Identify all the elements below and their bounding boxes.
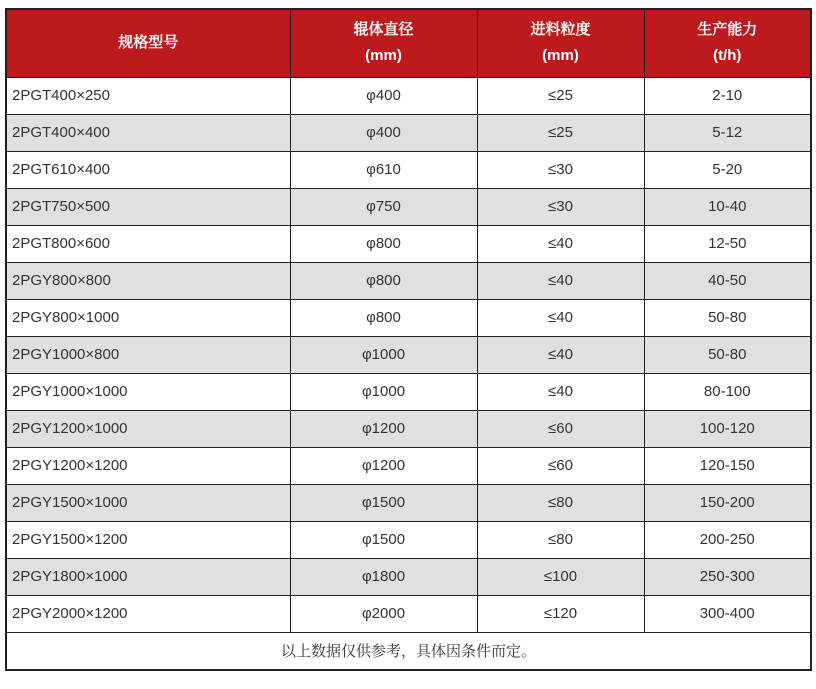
capacity-cell: 10-40 [644,188,811,225]
roller-diameter-cell: φ1200 [290,447,477,484]
feed-size-cell: ≤40 [477,225,644,262]
table-row [6,77,811,114]
capacity-cell: 50-80 [644,299,811,336]
capacity-cell: 5-20 [644,151,811,188]
table-row [6,151,811,188]
capacity-cell: 150-200 [644,484,811,521]
feed-size-cell: ≤80 [477,484,644,521]
model-cell: 2PGY1500×1000 [6,484,290,521]
roller-diameter-cell: φ1500 [290,484,477,521]
roller-diameter-cell: φ1800 [290,558,477,595]
model-cell: 2PGY800×1000 [6,299,290,336]
table-row [6,484,811,521]
model-cell: 2PGY1500×1200 [6,521,290,558]
feed-size-cell: ≤30 [477,151,644,188]
table-footer [6,632,811,670]
table-row [6,447,811,484]
capacity-cell: 12-50 [644,225,811,262]
feed-size-cell: ≤60 [477,410,644,447]
column-header-label: 生产能力 [697,21,758,39]
model-cell: 2PGY1000×1000 [6,373,290,410]
capacity-cell: 200-250 [644,521,811,558]
feed-size-cell: ≤40 [477,336,644,373]
feed-size-cell: ≤30 [477,188,644,225]
table-header [6,9,811,77]
column-header-label: 辊体直径 [353,21,414,39]
roller-diameter-cell: φ800 [290,262,477,299]
column-header-unit: (t/h) [713,47,742,65]
roller-diameter-cell: φ750 [290,188,477,225]
roller-diameter-cell: φ400 [290,114,477,151]
table-row [6,114,811,151]
feed-size-cell: ≤40 [477,262,644,299]
roller-diameter-cell: φ800 [290,299,477,336]
column-header-capacity [644,9,811,77]
model-cell: 2PGY800×800 [6,262,290,299]
capacity-cell: 250-300 [644,558,811,595]
roller-diameter-cell: φ610 [290,151,477,188]
table-row [6,188,811,225]
roller-diameter-cell: φ800 [290,225,477,262]
capacity-cell: 2-10 [644,77,811,114]
specification-table [5,8,812,671]
model-cell: 2PGY1200×1200 [6,447,290,484]
column-header-label: 进料粒度 [530,21,591,39]
table-row [6,336,811,373]
column-header-feed-size [477,9,644,77]
roller-diameter-cell: φ1000 [290,336,477,373]
model-cell: 2PGT610×400 [6,151,290,188]
feed-size-cell: ≤40 [477,373,644,410]
roller-diameter-cell: φ1500 [290,521,477,558]
capacity-cell: 300-400 [644,595,811,632]
model-cell: 2PGT800×600 [6,225,290,262]
feed-size-cell: ≤60 [477,447,644,484]
model-cell: 2PGT400×400 [6,114,290,151]
capacity-cell: 80-100 [644,373,811,410]
table-row [6,225,811,262]
model-cell: 2PGY1200×1000 [6,410,290,447]
column-header-roller-diameter [290,9,477,77]
table-row [6,521,811,558]
footer-row [6,632,811,670]
model-cell: 2PGT400×250 [6,77,290,114]
table-row [6,373,811,410]
roller-diameter-cell: φ2000 [290,595,477,632]
capacity-cell: 50-80 [644,336,811,373]
feed-size-cell: ≤80 [477,521,644,558]
column-header-unit: (mm) [365,47,402,65]
roller-diameter-cell: φ1200 [290,410,477,447]
capacity-cell: 100-120 [644,410,811,447]
feed-size-cell: ≤25 [477,77,644,114]
table-body [6,77,811,632]
feed-size-cell: ≤25 [477,114,644,151]
model-cell: 2PGT750×500 [6,188,290,225]
capacity-cell: 5-12 [644,114,811,151]
capacity-cell: 40-50 [644,262,811,299]
table-row [6,558,811,595]
table-row [6,262,811,299]
feed-size-cell: ≤40 [477,299,644,336]
column-header-model [6,9,290,77]
roller-diameter-cell: φ400 [290,77,477,114]
column-header-unit: (mm) [542,47,579,65]
table-row [6,410,811,447]
table-row [6,595,811,632]
roller-diameter-cell: φ1000 [290,373,477,410]
capacity-cell: 120-150 [644,447,811,484]
model-cell: 2PGY1800×1000 [6,558,290,595]
feed-size-cell: ≤120 [477,595,644,632]
feed-size-cell: ≤100 [477,558,644,595]
model-cell: 2PGY2000×1200 [6,595,290,632]
column-header-label: 规格型号 [118,34,179,52]
footer-note: 以上数据仅供参考，具体因条件而定。 [6,632,811,670]
model-cell: 2PGY1000×800 [6,336,290,373]
table-row [6,299,811,336]
